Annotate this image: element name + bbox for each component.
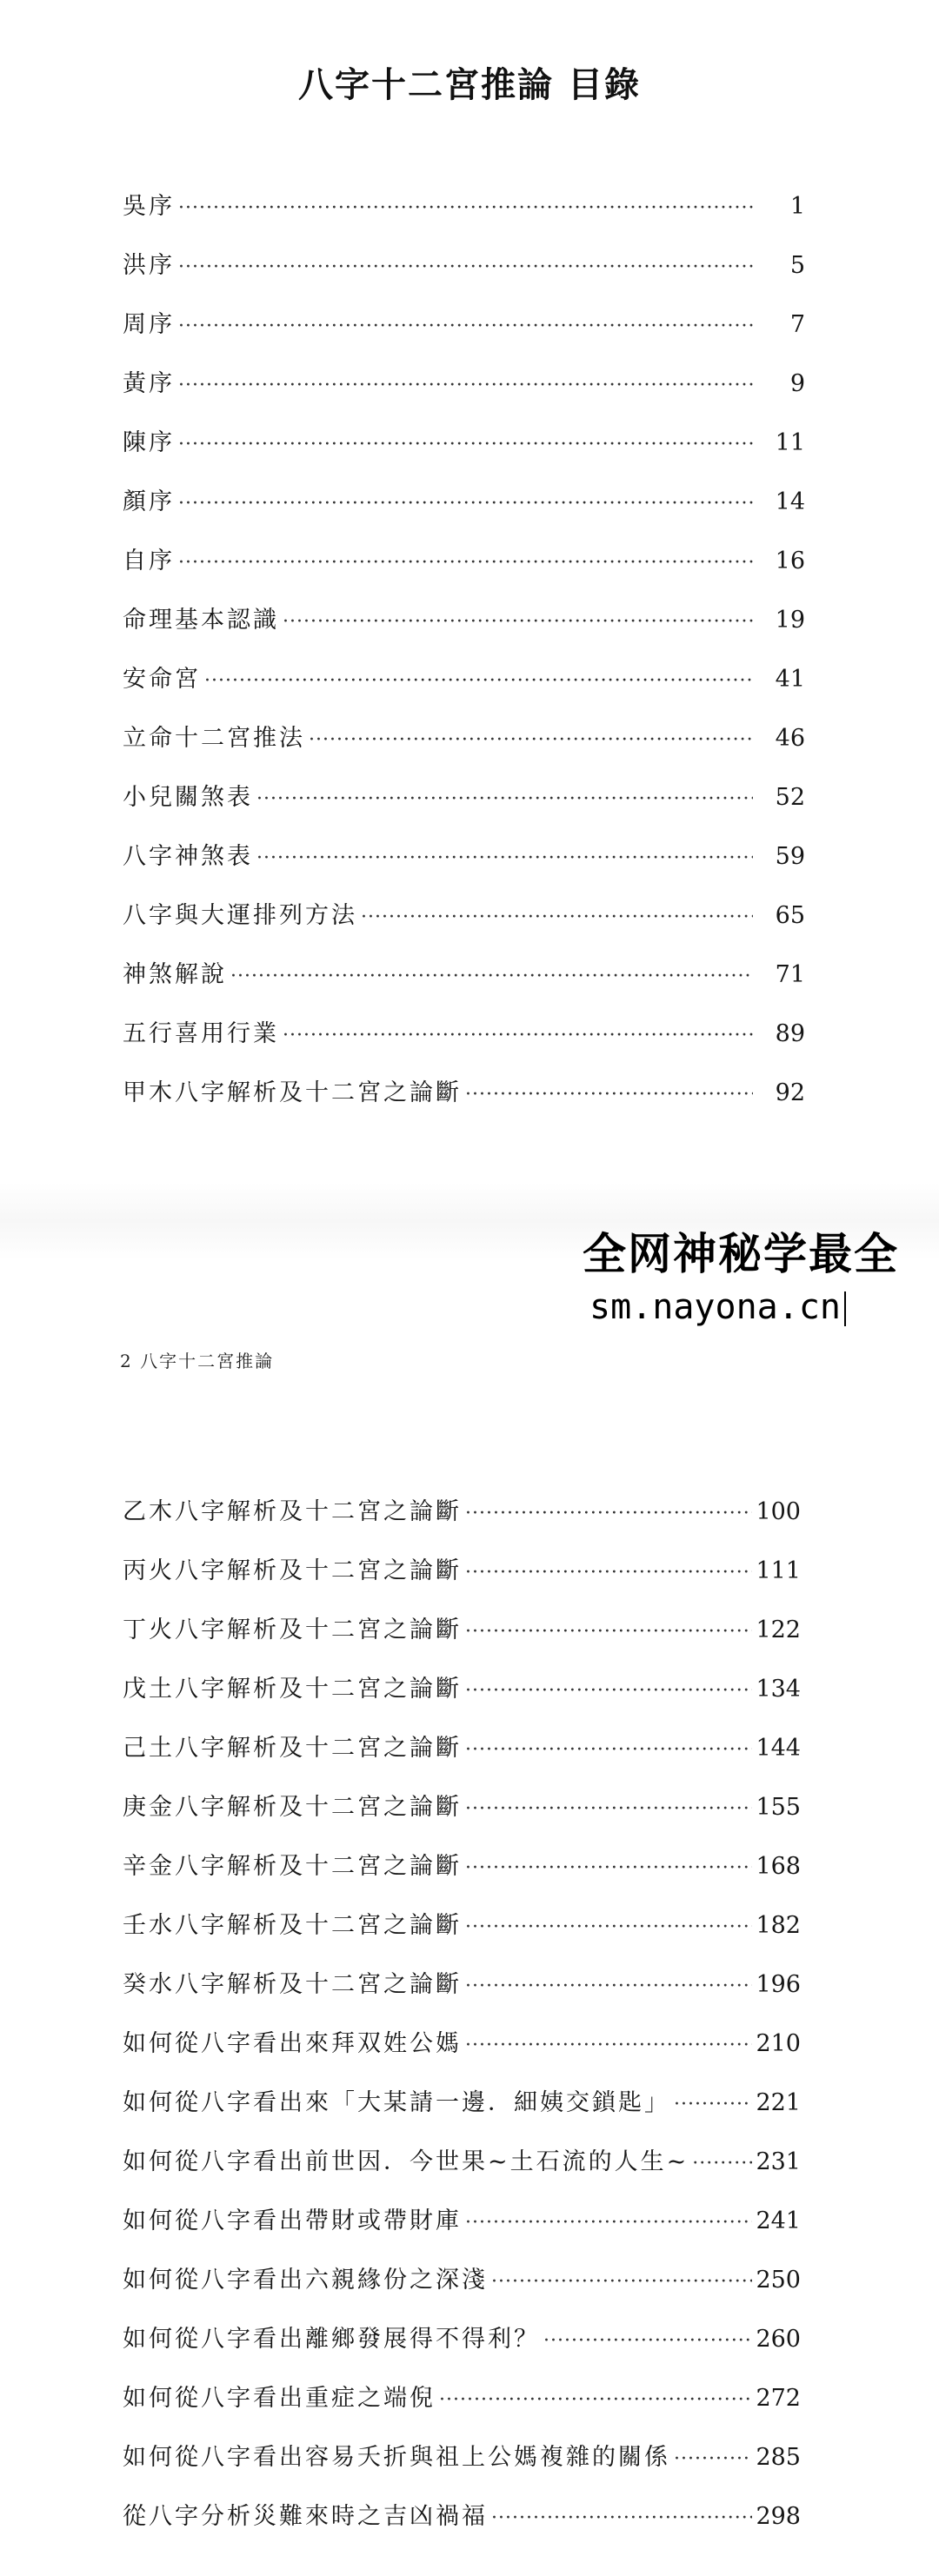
toc-entry-page-number: 221 bbox=[756, 2089, 801, 2116]
toc-page-1 bbox=[0, 0, 939, 1217]
toc-entry bbox=[123, 189, 805, 249]
toc-entry-page-number: 5 bbox=[789, 252, 805, 279]
toc-entry-page-number: 89 bbox=[775, 1020, 805, 1047]
toc-entry bbox=[123, 2500, 801, 2559]
running-head: 2 八字十二宮推論 bbox=[120, 1351, 275, 1371]
toc-entry bbox=[123, 2263, 801, 2322]
toc-entry-title: 乙木八字解析及十二宮之論斷 bbox=[123, 1498, 462, 1525]
toc-entry-page-number: 71 bbox=[775, 961, 805, 988]
toc-entry-title: 安命宮 bbox=[123, 666, 201, 693]
toc-entry-page-number: 298 bbox=[756, 2503, 801, 2530]
toc-entry bbox=[123, 2086, 801, 2145]
toc-entry bbox=[123, 1017, 805, 1076]
toc-entry-title: 甲木八字解析及十二宮之論斷 bbox=[123, 1079, 462, 1106]
dot-leader bbox=[204, 664, 753, 699]
toc-entry bbox=[123, 1790, 801, 1849]
dot-leader bbox=[256, 841, 753, 876]
toc-entry-page-number: 11 bbox=[775, 429, 805, 456]
dot-leader bbox=[309, 723, 753, 758]
dot-leader bbox=[178, 487, 753, 521]
toc-entry bbox=[123, 840, 805, 899]
dot-leader bbox=[178, 428, 753, 462]
toc-entry-title: 神煞解說 bbox=[123, 961, 227, 988]
toc-entry-title: 己土八字解析及十二宮之論斷 bbox=[123, 1735, 462, 1762]
page-title: 八字十二宮推論 目錄 bbox=[298, 65, 641, 105]
dot-leader bbox=[465, 2028, 752, 2063]
dot-leader bbox=[465, 1733, 752, 1768]
toc-entry-page-number: 210 bbox=[756, 2030, 801, 2057]
toc-list bbox=[123, 1495, 801, 2559]
toc-entry bbox=[123, 367, 805, 426]
toc-entry-title: 立命十二宮推法 bbox=[123, 725, 305, 752]
toc-entry-page-number: 52 bbox=[775, 784, 805, 811]
dot-leader bbox=[178, 368, 753, 403]
dot-leader bbox=[178, 309, 753, 344]
dot-leader bbox=[230, 959, 753, 994]
toc-entry-page-number: 65 bbox=[775, 902, 805, 929]
dot-leader bbox=[283, 605, 753, 640]
toc-entry-page-number: 182 bbox=[756, 1912, 801, 1939]
toc-page-2 bbox=[0, 1217, 939, 2576]
toc-entry-title: 八字與大運排列方法 bbox=[123, 902, 357, 929]
toc-entry bbox=[123, 426, 805, 485]
toc-entry-title: 辛金八字解析及十二宮之論斷 bbox=[123, 1853, 462, 1880]
toc-entry-title: 如何從八字看出帶財或帶財庫 bbox=[123, 2208, 462, 2234]
toc-entry-title: 命理基本認識 bbox=[123, 607, 279, 634]
toc-entry bbox=[123, 662, 805, 721]
dot-leader bbox=[692, 2147, 752, 2181]
toc-entry bbox=[123, 308, 805, 367]
toc-entry-page-number: 100 bbox=[756, 1498, 801, 1525]
toc-entry-page-number: 1 bbox=[789, 193, 805, 220]
toc-entry-page-number: 260 bbox=[756, 2326, 801, 2353]
toc-entry-title: 如何從八字看出來「大某請一邊．細姨交鎖匙」 bbox=[123, 2089, 670, 2116]
dot-leader bbox=[178, 191, 753, 226]
toc-entry bbox=[123, 1076, 805, 1135]
toc-entry-page-number: 155 bbox=[756, 1794, 801, 1821]
toc-entry bbox=[123, 780, 805, 840]
toc-entry-page-number: 168 bbox=[756, 1853, 801, 1880]
dot-leader bbox=[439, 2383, 752, 2418]
dot-leader bbox=[465, 1497, 752, 1531]
dot-leader bbox=[361, 900, 753, 935]
toc-entry bbox=[123, 1731, 801, 1790]
dot-leader bbox=[178, 546, 753, 581]
toc-entry-page-number: 46 bbox=[775, 725, 805, 752]
toc-entry bbox=[123, 899, 805, 958]
toc-entry bbox=[123, 485, 805, 544]
toc-entry bbox=[123, 2145, 801, 2204]
toc-entry bbox=[123, 2440, 801, 2500]
toc-entry-title: 如何從八字看出六親緣份之深淺 bbox=[123, 2267, 488, 2294]
dot-leader bbox=[465, 1792, 752, 1827]
toc-entry-title: 從八字分析災難來時之吉凶禍福 bbox=[123, 2503, 488, 2530]
dot-leader bbox=[465, 1078, 753, 1112]
toc-entry-title: 洪序 bbox=[123, 252, 175, 279]
toc-entry-title: 癸水八字解析及十二宮之論斷 bbox=[123, 1971, 462, 1998]
toc-entry bbox=[123, 1554, 801, 1613]
toc-entry-title: 五行喜用行業 bbox=[123, 1020, 279, 1047]
toc-entry-page-number: 250 bbox=[756, 2267, 801, 2294]
toc-list bbox=[123, 189, 805, 1135]
toc-entry-page-number: 19 bbox=[775, 607, 805, 634]
toc-entry bbox=[123, 958, 805, 1017]
toc-entry bbox=[123, 249, 805, 308]
dot-leader bbox=[465, 1969, 752, 2004]
toc-entry-title: 吳序 bbox=[123, 193, 175, 220]
toc-entry bbox=[123, 1909, 801, 1968]
toc-entry-page-number: 41 bbox=[775, 666, 805, 693]
watermark-url: sm.nayona.cn bbox=[589, 1287, 841, 1327]
toc-entry-page-number: 9 bbox=[789, 370, 805, 397]
toc-entry bbox=[123, 2322, 801, 2381]
dot-leader bbox=[543, 2324, 752, 2359]
toc-entry-title: 陳序 bbox=[123, 429, 175, 456]
dot-leader bbox=[465, 2206, 752, 2241]
toc-entry-title: 如何從八字看出重症之端倪 bbox=[123, 2385, 436, 2412]
dot-leader bbox=[465, 1615, 752, 1650]
toc-entry-page-number: 272 bbox=[756, 2385, 801, 2412]
toc-entry bbox=[123, 2027, 801, 2086]
toc-entry bbox=[123, 2381, 801, 2440]
toc-entry-title: 丁火八字解析及十二宮之論斷 bbox=[123, 1617, 462, 1643]
dot-leader bbox=[674, 2088, 752, 2122]
toc-entry-title: 黃序 bbox=[123, 370, 175, 397]
toc-entry bbox=[123, 1613, 801, 1672]
toc-entry-title: 顏序 bbox=[123, 488, 175, 515]
toc-entry-page-number: 16 bbox=[775, 548, 805, 574]
toc-entry-page-number: 231 bbox=[756, 2148, 801, 2175]
dot-leader bbox=[256, 782, 753, 817]
toc-entry-title: 庚金八字解析及十二宮之論斷 bbox=[123, 1794, 462, 1821]
dot-leader bbox=[283, 1019, 753, 1053]
dot-leader bbox=[674, 2442, 752, 2477]
toc-entry bbox=[123, 1495, 801, 1554]
toc-entry-title: 如何從八字看出離鄉發展得不得利？ bbox=[123, 2326, 540, 2353]
toc-entry bbox=[123, 603, 805, 662]
toc-entry-title: 如何從八字看出容易夭折與祖上公媽複雜的關係 bbox=[123, 2444, 670, 2471]
toc-entry-title: 小兒關煞表 bbox=[123, 784, 253, 811]
watermark-slogan: 全网神秘学最全 bbox=[583, 1229, 899, 1279]
toc-entry-title: 如何從八字看出前世因．今世果~土石流的人生~ bbox=[123, 2148, 689, 2175]
toc-entry bbox=[123, 1968, 801, 2027]
toc-entry bbox=[123, 2204, 801, 2263]
toc-entry-title: 丙火八字解析及十二宮之論斷 bbox=[123, 1557, 462, 1584]
dot-leader bbox=[491, 2265, 752, 2300]
toc-entry-page-number: 14 bbox=[775, 488, 805, 515]
toc-entry bbox=[123, 1849, 801, 1909]
toc-entry-page-number: 122 bbox=[756, 1617, 801, 1643]
toc-entry-page-number: 59 bbox=[775, 843, 805, 870]
toc-entry-page-number: 92 bbox=[775, 1079, 805, 1106]
dot-leader bbox=[178, 250, 753, 285]
toc-entry-title: 如何從八字看出來拜双姓公媽 bbox=[123, 2030, 462, 2057]
dot-leader bbox=[465, 1556, 752, 1590]
toc-entry bbox=[123, 1672, 801, 1731]
toc-entry-page-number: 144 bbox=[756, 1735, 801, 1762]
toc-entry-title: 八字神煞表 bbox=[123, 843, 253, 870]
dot-leader bbox=[465, 1674, 752, 1709]
toc-entry-title: 壬水八字解析及十二宮之論斷 bbox=[123, 1912, 462, 1939]
toc-entry-title: 自序 bbox=[123, 548, 175, 574]
toc-entry-page-number: 7 bbox=[789, 311, 805, 338]
dot-leader bbox=[465, 1851, 752, 1886]
toc-entry-title: 戊土八字解析及十二宮之論斷 bbox=[123, 1676, 462, 1703]
dot-leader bbox=[491, 2501, 752, 2536]
toc-entry-page-number: 241 bbox=[756, 2208, 801, 2234]
dot-leader bbox=[465, 1910, 752, 1945]
toc-entry bbox=[123, 721, 805, 780]
toc-entry-page-number: 111 bbox=[756, 1557, 801, 1584]
toc-entry-title: 周序 bbox=[123, 311, 175, 338]
toc-entry-page-number: 134 bbox=[756, 1676, 801, 1703]
toc-entry-page-number: 285 bbox=[756, 2444, 801, 2471]
toc-entry bbox=[123, 544, 805, 603]
toc-entry-page-number: 196 bbox=[756, 1971, 801, 1998]
